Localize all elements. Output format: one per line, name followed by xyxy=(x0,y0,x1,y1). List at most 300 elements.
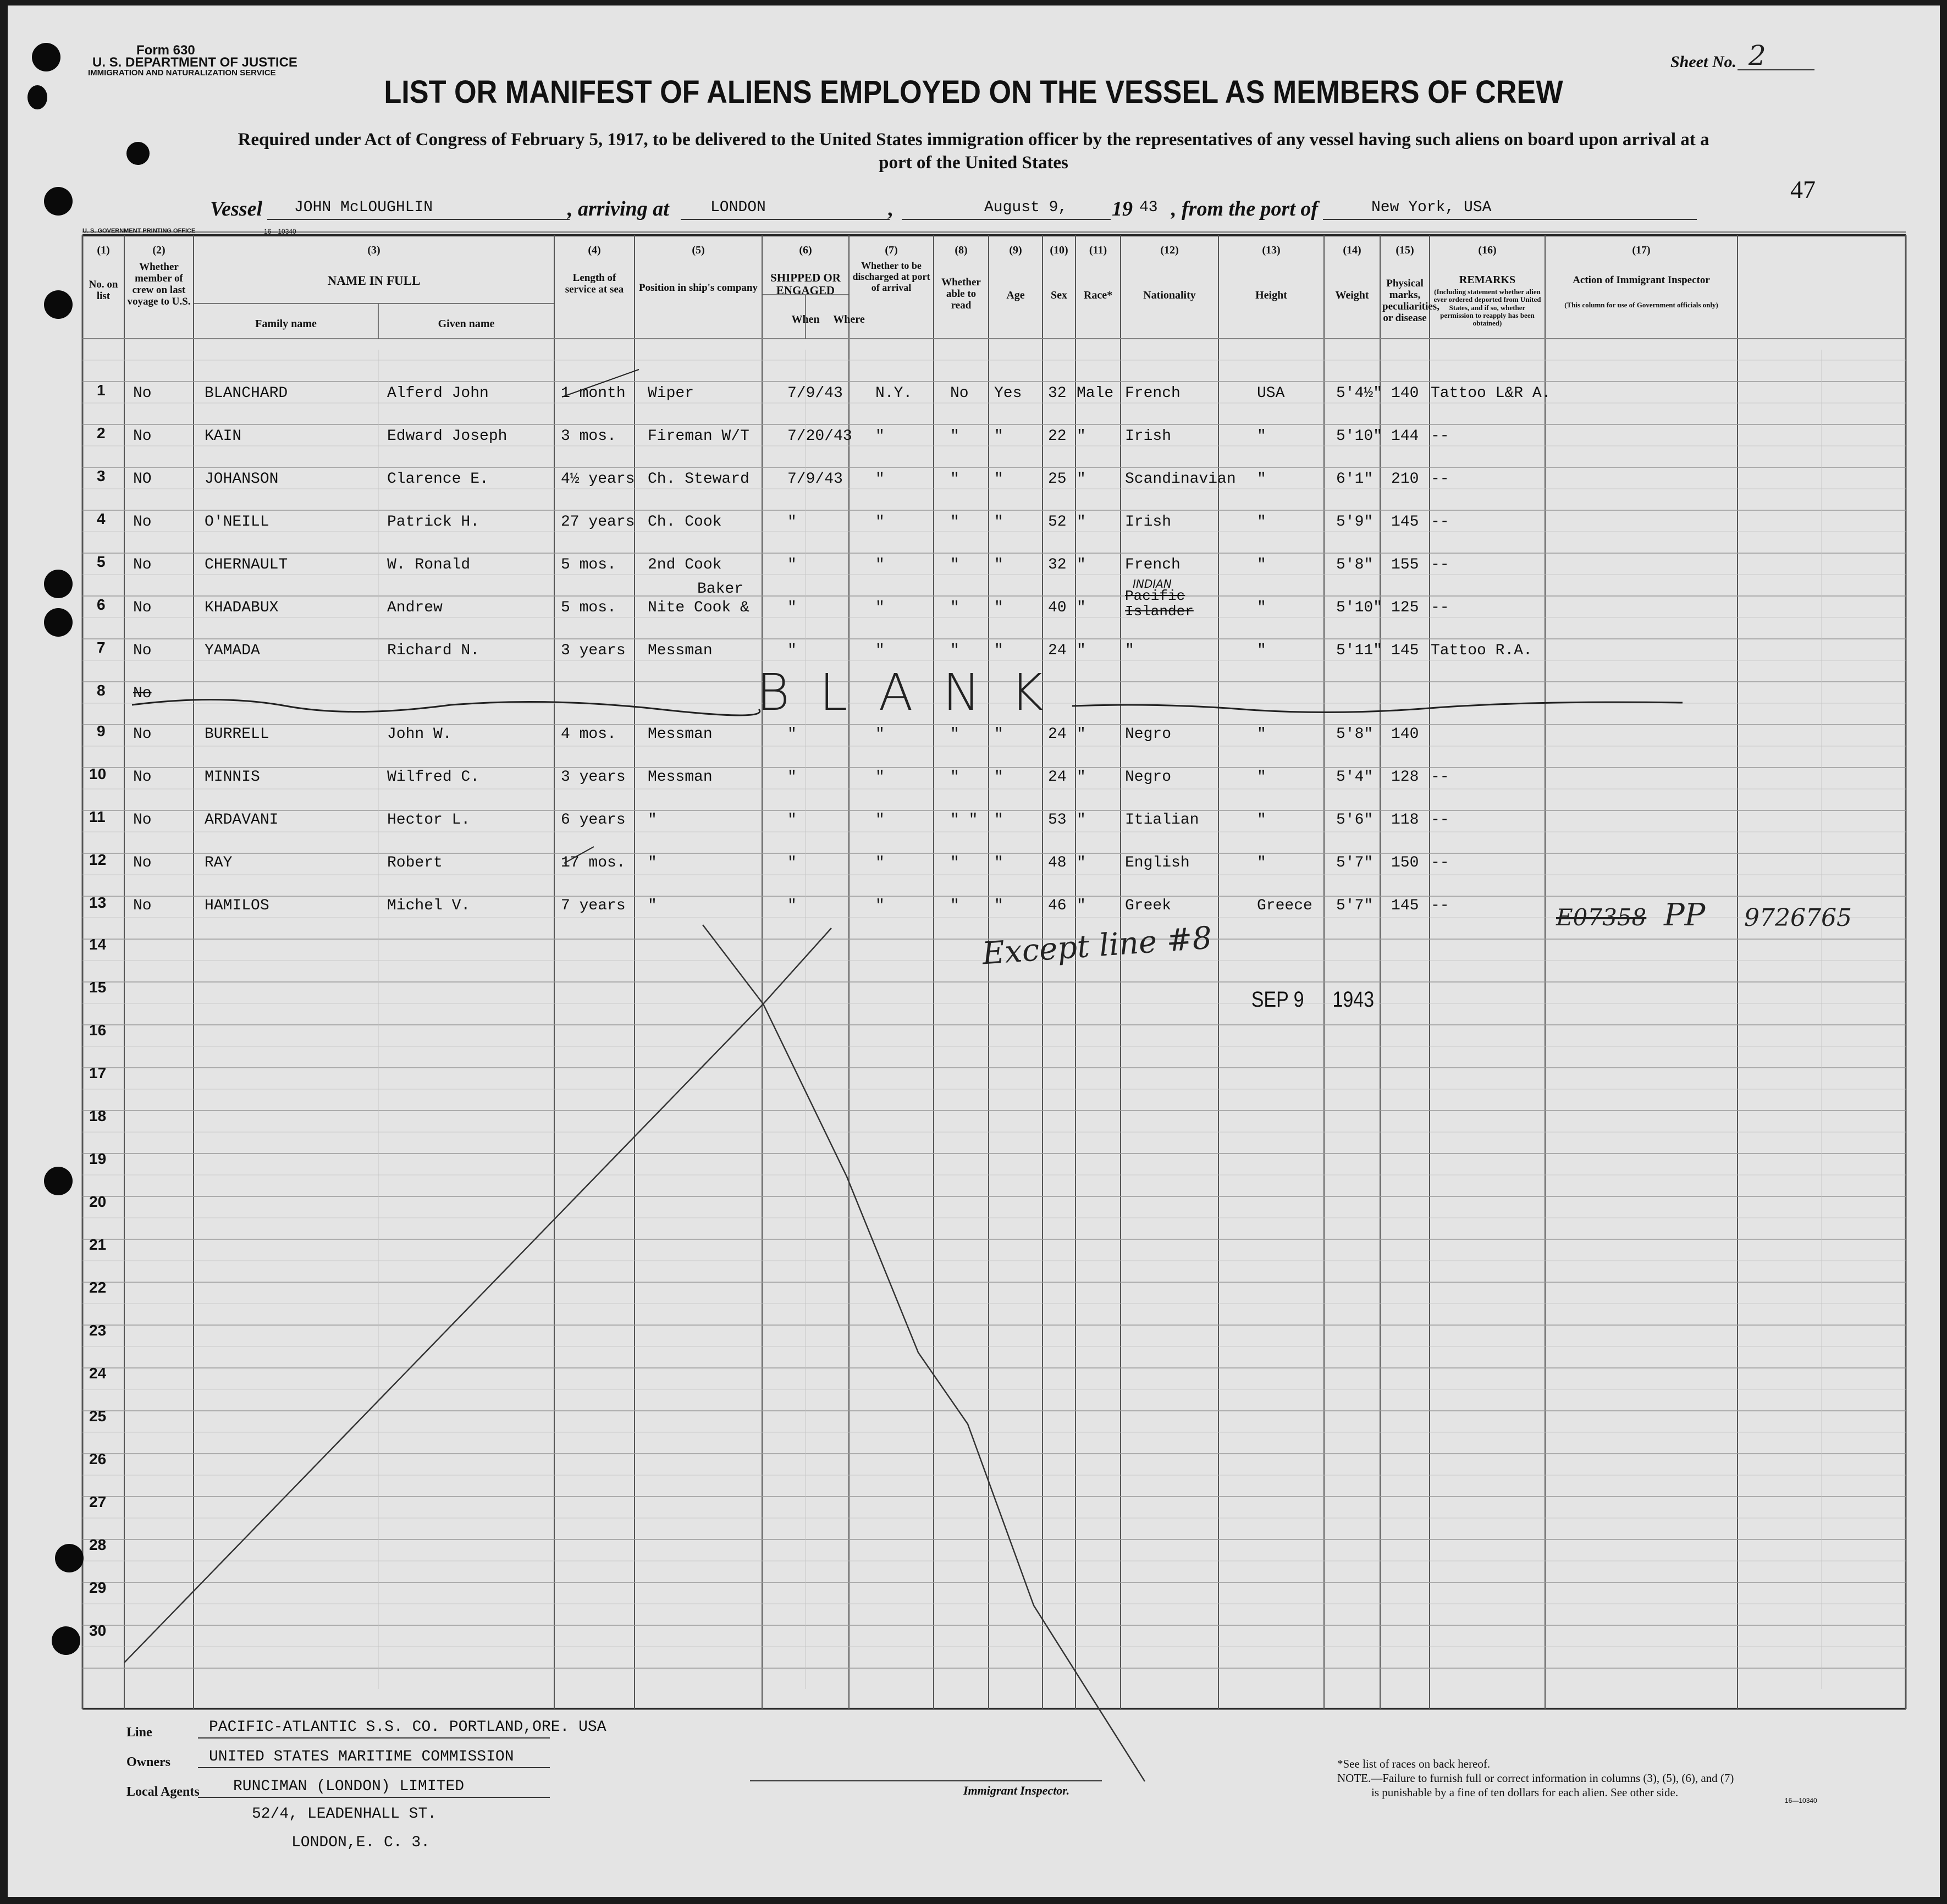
cell-nationality: " xyxy=(1257,726,1266,743)
agents-address-2: LONDON,E. C. 3. xyxy=(291,1834,431,1851)
column-header-14: Weight xyxy=(1335,289,1369,301)
cell-race: Scandinavian xyxy=(1125,471,1236,488)
cell-marks: -- xyxy=(1431,514,1449,531)
cell-sex: " xyxy=(1077,428,1086,445)
cell-marks: Tattoo L&R A. xyxy=(1431,385,1551,402)
service-name: IMMIGRATION AND NATURALIZATION SERVICE xyxy=(88,68,276,78)
row-number: 25 xyxy=(89,1408,107,1425)
column-header-1: No. on list xyxy=(89,279,118,302)
row-number: 8 xyxy=(97,682,106,699)
column-note-remarks: (Including statement whether alien ever ordered deported from United States, and if so, whether permission to reapply has been obtained) xyxy=(1433,288,1541,328)
vessel-underline xyxy=(267,219,570,220)
column-header-11: Race* xyxy=(1083,289,1113,301)
cell-family: JOHANSON xyxy=(205,471,279,488)
cell-nationality: Greece xyxy=(1257,897,1312,914)
comma-1: , xyxy=(887,197,893,220)
row-number: 30 xyxy=(89,1622,107,1639)
footnote-penalty-1: NOTE.—Failure to furnish full or correct information in columns (3), (5), (6), and (7) xyxy=(1337,1771,1734,1785)
cell-where: " xyxy=(875,854,885,871)
column-number-16: (16) xyxy=(1478,244,1497,256)
cell-position: Wiper xyxy=(648,385,694,402)
column-subheader-where: Where xyxy=(833,313,865,325)
cell-service: 5 mos. xyxy=(561,556,616,573)
vessel-label: Vessel xyxy=(210,197,262,220)
cell-nationality: " xyxy=(1257,642,1266,659)
cell-height: 5'4½" xyxy=(1336,385,1383,402)
cell-age: 25 xyxy=(1048,471,1067,488)
cell-when: " xyxy=(787,854,797,871)
cell-prev: No xyxy=(133,428,152,445)
cell-height: 5'6" xyxy=(1336,812,1374,829)
row-number: 4 xyxy=(97,510,106,527)
column-number-11: (11) xyxy=(1089,244,1107,256)
form-number: Form 630 xyxy=(136,43,195,58)
punch-hole xyxy=(44,608,73,637)
year-value: 43 xyxy=(1139,199,1158,216)
row-number: 26 xyxy=(89,1450,107,1467)
agents-value: RUNCIMAN (LONDON) LIMITED xyxy=(233,1778,465,1795)
cell-prev: No xyxy=(133,599,152,616)
agents-underline xyxy=(198,1797,550,1798)
cell-service: 3 years xyxy=(561,642,626,659)
cell-given: Clarence E. xyxy=(387,471,489,488)
blank-annotation: BLANK xyxy=(757,663,1073,722)
cell-where: " xyxy=(875,726,885,743)
header-print-code: 16—10340 xyxy=(264,228,296,235)
cell-discharge: No xyxy=(950,385,969,402)
cell-given: Andrew xyxy=(387,599,443,616)
cell-where: " xyxy=(875,812,885,829)
column-number-8: (8) xyxy=(955,244,968,256)
cell-height: 5'4" xyxy=(1336,769,1374,786)
cell-race: Irish xyxy=(1125,514,1172,531)
cell-sex: " xyxy=(1077,471,1086,488)
cell-when: 7/9/43 xyxy=(787,471,843,488)
cell-service: 27 years xyxy=(561,514,635,531)
cell-when: " xyxy=(787,726,797,743)
cell-given: Robert xyxy=(387,854,443,871)
column-number-10: (10) xyxy=(1050,244,1068,256)
cell-discharge: " xyxy=(950,514,959,531)
punch-hole xyxy=(27,85,47,109)
cell-read: " xyxy=(994,769,1003,786)
cell-discharge: " xyxy=(950,556,959,573)
cell-age: 22 xyxy=(1048,428,1067,445)
form-subtitle-1: Required under Act of Congress of February 5, 1917, to be delivered to the United States immigration officer by the representatives of any vessel having such aliens on board upon arrival at a xyxy=(238,130,1709,150)
cell-family: HAMILOS xyxy=(205,897,269,914)
arriving-value: LONDON xyxy=(710,199,766,216)
punch-hole xyxy=(44,187,73,216)
cell-family: CHERNAULT xyxy=(205,556,288,573)
row-number: 15 xyxy=(89,979,107,996)
column-note-action: (This column for use of Government officials only) xyxy=(1564,301,1718,309)
column-header-7: Whether to be discharged at port of arrival xyxy=(852,260,930,293)
punch-hole xyxy=(32,43,60,71)
cell-where: " xyxy=(875,556,885,573)
cell-given: W. Ronald xyxy=(387,556,471,573)
cell-nationality: " xyxy=(1257,471,1266,488)
cell-nationality: " xyxy=(1257,769,1266,786)
cell-marks: -- xyxy=(1431,471,1449,488)
stamp-date-year: 1943 xyxy=(1332,987,1375,1012)
cell-service: 4 mos. xyxy=(561,726,616,743)
cell-family: MINNIS xyxy=(205,769,260,786)
row-number: 28 xyxy=(89,1536,107,1553)
footer-print-code: 16—10340 xyxy=(1785,1797,1817,1804)
column-number-2: (2) xyxy=(152,244,166,256)
row-number: 2 xyxy=(97,424,106,441)
cell-weight: 140 xyxy=(1391,385,1419,402)
row-number: 5 xyxy=(97,553,106,570)
cell-discharge: " xyxy=(950,471,959,488)
row-number: 18 xyxy=(89,1107,107,1124)
year-prefix: 19 xyxy=(1112,197,1133,220)
footnote-races: *See list of races on back hereof. xyxy=(1337,1757,1491,1770)
page-number: 47 xyxy=(1790,175,1816,203)
agents-address-1: 52/4, LEADENHALL ST. xyxy=(252,1806,437,1823)
cell-height: 5'10" xyxy=(1336,428,1383,445)
cell-weight: 155 xyxy=(1391,556,1419,573)
cell-weight: 145 xyxy=(1391,642,1419,659)
cell-read: " xyxy=(994,812,1003,829)
cell-prev: No xyxy=(133,514,152,531)
except-note: Except line #8 xyxy=(981,920,1214,972)
punch-hole xyxy=(44,570,73,598)
department-name: U. S. DEPARTMENT OF JUSTICE xyxy=(92,55,297,70)
punch-hole xyxy=(52,1626,80,1655)
column-header-4: Length of service at sea xyxy=(565,272,624,295)
column-subheader-when: When xyxy=(791,313,820,325)
cell-service: 7 years xyxy=(561,897,626,914)
cell-given: Hector L. xyxy=(387,812,471,829)
row-number: 6 xyxy=(97,596,106,613)
inspector-signature-line xyxy=(750,1780,1102,1781)
cell-when: " xyxy=(787,897,797,914)
cell-sex: " xyxy=(1077,726,1086,743)
cell-position: " xyxy=(648,897,657,914)
cell-prev: No xyxy=(133,685,152,702)
cell-race: Negro xyxy=(1125,726,1172,743)
column-number-7: (7) xyxy=(885,244,898,256)
cell-prev: No xyxy=(133,897,152,914)
cell-service: 3 mos. xyxy=(561,428,616,445)
cell-where: " xyxy=(875,769,885,786)
column-header-5: Position in ship's company xyxy=(639,282,758,294)
cell-prev: No xyxy=(133,642,152,659)
punch-hole xyxy=(44,290,73,319)
cell-race: Greek xyxy=(1125,897,1172,914)
cell-sex: " xyxy=(1077,514,1086,531)
cell-race: Itialian xyxy=(1125,812,1199,829)
cell-position: Nite Cook & xyxy=(648,599,749,616)
arriving-label: , arriving at xyxy=(567,197,669,220)
column-number-17: (17) xyxy=(1632,244,1651,256)
inspector-label: Immigrant Inspector. xyxy=(963,1784,1070,1797)
cell-read: " xyxy=(994,726,1003,743)
remarks-deport-number: E07358 xyxy=(1556,904,1647,931)
column-number-1: (1) xyxy=(97,244,110,256)
row-number: 21 xyxy=(89,1236,107,1253)
cell-position: " xyxy=(648,812,657,829)
cell-given: Alferd John xyxy=(387,385,489,402)
row-number: 10 xyxy=(89,765,107,782)
cell-position: Fireman W/T xyxy=(648,428,749,445)
from-label: , from the port of xyxy=(1171,197,1319,220)
cell-height: 5'10" xyxy=(1336,599,1383,616)
cell-when: " xyxy=(787,812,797,829)
inspector-action-number: 9726765 xyxy=(1744,904,1852,932)
cell-age: 46 xyxy=(1048,897,1067,914)
cell-family: BURRELL xyxy=(205,726,269,743)
cell-sex: " xyxy=(1077,556,1086,573)
cell-family: KAIN xyxy=(205,428,242,445)
column-header-2: Whether member of crew on last voyage to U.S. xyxy=(127,261,191,307)
cell-read: " xyxy=(994,599,1003,616)
cell-position: Messman xyxy=(648,642,713,659)
cell-nationality: " xyxy=(1257,854,1266,871)
cell-height: 6'1" xyxy=(1336,471,1374,488)
column-header-12: Nationality xyxy=(1143,289,1196,301)
cell-prev: NO xyxy=(133,471,152,488)
punch-hole xyxy=(44,1167,73,1195)
cell-age: 40 xyxy=(1048,599,1067,616)
cell-race: French xyxy=(1125,385,1181,402)
printing-office: U. S. GOVERNMENT PRINTING OFFICE xyxy=(82,228,196,234)
punch-hole xyxy=(55,1544,84,1572)
cell-read: " xyxy=(994,471,1003,488)
cell-discharge: " xyxy=(950,769,959,786)
row-number: 11 xyxy=(89,808,106,825)
cell-service: 3 years xyxy=(561,769,626,786)
footnote-penalty-2: is punishable by a fine of ten dollars for each alien. See other side. xyxy=(1371,1786,1679,1799)
row-number: 14 xyxy=(89,936,107,953)
column-number-15: (15) xyxy=(1396,244,1414,256)
cell-when: " xyxy=(787,556,797,573)
line-underline xyxy=(198,1737,550,1739)
form-title: LIST OR MANIFEST OF ALIENS EMPLOYED ON THE VESSEL AS MEMBERS OF CREW xyxy=(384,74,1563,110)
cell-nationality: " xyxy=(1257,599,1266,616)
cell-sex: " xyxy=(1077,812,1086,829)
row-number: 24 xyxy=(89,1365,107,1382)
cell-prev: No xyxy=(133,769,152,786)
cell-position-extra: Baker xyxy=(697,581,744,598)
cell-service: 5 mos. xyxy=(561,599,616,616)
cell-weight: 128 xyxy=(1391,769,1419,786)
cell-service: 1 month xyxy=(561,385,626,402)
cell-weight: 145 xyxy=(1391,514,1419,531)
cell-nationality: " xyxy=(1257,514,1266,531)
cell-marks: -- xyxy=(1431,812,1449,829)
cell-when: " xyxy=(787,769,797,786)
remarks-pp: PP xyxy=(1664,897,1706,933)
cell-sex: " xyxy=(1077,854,1086,871)
sheet-number-underline xyxy=(1738,69,1814,70)
cell-height: 5'9" xyxy=(1336,514,1374,531)
line-value: PACIFIC-ATLANTIC S.S. CO. PORTLAND,ORE. USA xyxy=(209,1719,606,1736)
cell-race: English xyxy=(1125,854,1190,871)
cell-position: 2nd Cook xyxy=(648,556,722,573)
cell-nationality: " xyxy=(1257,556,1266,573)
cell-discharge: " xyxy=(950,599,959,616)
cell-sex: " xyxy=(1077,769,1086,786)
cell-age: 24 xyxy=(1048,769,1067,786)
cell-weight: 210 xyxy=(1391,471,1419,488)
cell-sex: Male xyxy=(1077,385,1114,402)
column-header-17: Action of Immigrant Inspector xyxy=(1573,274,1710,286)
cell-discharge: " xyxy=(950,897,959,914)
owners-label: Owners xyxy=(126,1755,170,1769)
cell-weight: 150 xyxy=(1391,854,1419,871)
cell-race: Negro xyxy=(1125,769,1172,786)
cell-read: " xyxy=(994,897,1003,914)
cell-family: BLANCHARD xyxy=(205,385,288,402)
row-number: 19 xyxy=(89,1150,107,1167)
cell-where: " xyxy=(875,428,885,445)
cell-given: Wilfred C. xyxy=(387,769,480,786)
row-number: 3 xyxy=(97,467,106,484)
cell-height: 5'8" xyxy=(1336,726,1374,743)
row-number: 27 xyxy=(89,1493,107,1510)
row-number: 1 xyxy=(97,382,106,399)
cell-race: Pacific Islander xyxy=(1125,588,1194,620)
cell-where: " xyxy=(875,471,885,488)
column-header-10: Sex xyxy=(1051,289,1067,301)
column-number-14: (14) xyxy=(1343,244,1361,256)
column-number-4: (4) xyxy=(588,244,601,256)
column-header-8: Whether able to read xyxy=(941,277,981,311)
cell-given: Michel V. xyxy=(387,897,471,914)
cell-discharge: " xyxy=(950,642,959,659)
column-number-3: (3) xyxy=(367,244,380,256)
column-number-6: (6) xyxy=(799,244,812,256)
cell-position: Messman xyxy=(648,769,713,786)
cell-read: Yes xyxy=(994,385,1022,402)
cell-position: " xyxy=(648,854,657,871)
cell-marks: -- xyxy=(1431,556,1449,573)
cell-age: 53 xyxy=(1048,812,1067,829)
cell-prev: No xyxy=(133,556,152,573)
cell-discharge: " xyxy=(950,726,959,743)
column-number-13: (13) xyxy=(1262,244,1281,256)
cell-weight: 125 xyxy=(1391,599,1419,616)
cell-age: 32 xyxy=(1048,556,1067,573)
row-number: 20 xyxy=(89,1193,107,1210)
column-number-12: (12) xyxy=(1160,244,1179,256)
cell-sex: " xyxy=(1077,897,1086,914)
arrival-date: August 9, xyxy=(984,199,1068,216)
cell-marks: -- xyxy=(1431,897,1449,914)
cell-given: Patrick H. xyxy=(387,514,480,531)
column-subheader-family: Family name xyxy=(255,318,317,330)
cell-service: 17 mos. xyxy=(561,854,626,871)
sheet-number-value: 2 xyxy=(1749,40,1766,71)
column-header-15: Physical marks, peculiarities, or disease xyxy=(1382,278,1439,324)
cell-weight: 118 xyxy=(1391,812,1419,829)
row-number: 7 xyxy=(97,639,106,656)
cell-discharge: " xyxy=(950,854,959,871)
sheet-number-label: Sheet No. xyxy=(1670,53,1736,71)
cell-prev: No xyxy=(133,385,152,402)
from-port-value: New York, USA xyxy=(1371,199,1492,216)
cell-weight: 140 xyxy=(1391,726,1419,743)
cell-given: Richard N. xyxy=(387,642,480,659)
column-header-6: SHIPPED OR ENGAGED xyxy=(770,271,841,297)
cell-position: Messman xyxy=(648,726,713,743)
cell-prev: No xyxy=(133,854,152,871)
row-number: 9 xyxy=(97,722,106,739)
cell-nationality: USA xyxy=(1257,385,1285,402)
cell-weight: 145 xyxy=(1391,897,1419,914)
cell-given: John W. xyxy=(387,726,452,743)
arriving-underline xyxy=(681,219,890,220)
cell-weight: 144 xyxy=(1391,428,1419,445)
cell-position: Ch. Steward xyxy=(648,471,749,488)
stamp-date xyxy=(1251,987,1374,1012)
cell-where: N.Y. xyxy=(875,385,913,402)
column-number-9: (9) xyxy=(1009,244,1022,256)
cell-height: 5'7" xyxy=(1336,897,1374,914)
row-number: 12 xyxy=(89,851,107,868)
cell-family: YAMADA xyxy=(205,642,260,659)
cell-given: Edward Joseph xyxy=(387,428,508,445)
row-number: 23 xyxy=(89,1322,107,1339)
cell-when: " xyxy=(787,642,797,659)
cell-marks: -- xyxy=(1431,428,1449,445)
cell-race: " xyxy=(1125,642,1134,659)
row-number: 22 xyxy=(89,1279,107,1296)
cell-sex: " xyxy=(1077,642,1086,659)
cell-nationality: " xyxy=(1257,812,1266,829)
row-number: 17 xyxy=(89,1064,107,1081)
row-number: 29 xyxy=(89,1579,107,1596)
cell-race-extra: INDIAN xyxy=(1133,577,1172,590)
cell-family: O'NEILL xyxy=(205,514,269,531)
cell-age: 24 xyxy=(1048,642,1067,659)
line-label: Line xyxy=(126,1725,152,1740)
cell-read: " xyxy=(994,556,1003,573)
cell-when: " xyxy=(787,599,797,616)
cell-where: " xyxy=(875,599,885,616)
form-subtitle-2: port of the United States xyxy=(879,153,1068,173)
cell-discharge: " xyxy=(950,428,959,445)
cell-service: 6 years xyxy=(561,812,626,829)
cell-height: 5'11" xyxy=(1336,642,1383,659)
column-header-9: Age xyxy=(1006,289,1025,301)
cell-where: " xyxy=(875,514,885,531)
cell-race: French xyxy=(1125,556,1181,573)
column-header-13: Height xyxy=(1255,289,1287,301)
column-subheader-given: Given name xyxy=(438,318,495,330)
cell-family: RAY xyxy=(205,854,233,871)
cell-when: 7/9/43 xyxy=(787,385,843,402)
cell-age: 24 xyxy=(1048,726,1067,743)
owners-value: UNITED STATES MARITIME COMMISSION xyxy=(209,1748,514,1765)
cell-marks: -- xyxy=(1431,854,1449,871)
cell-age: 52 xyxy=(1048,514,1067,531)
cell-read: " xyxy=(994,854,1003,871)
cell-family: KHADABUX xyxy=(205,599,279,616)
cell-age: 48 xyxy=(1048,854,1067,871)
agents-label: Local Agents xyxy=(126,1785,200,1799)
date-underline xyxy=(902,219,1111,220)
cell-when: " xyxy=(787,514,797,531)
cell-where: " xyxy=(875,642,885,659)
cell-discharge: " " xyxy=(950,812,978,829)
cell-race: Irish xyxy=(1125,428,1172,445)
stamp-date-month-day: SEP 9 xyxy=(1251,987,1304,1012)
cell-read: " xyxy=(994,514,1003,531)
cell-nationality: " xyxy=(1257,428,1266,445)
